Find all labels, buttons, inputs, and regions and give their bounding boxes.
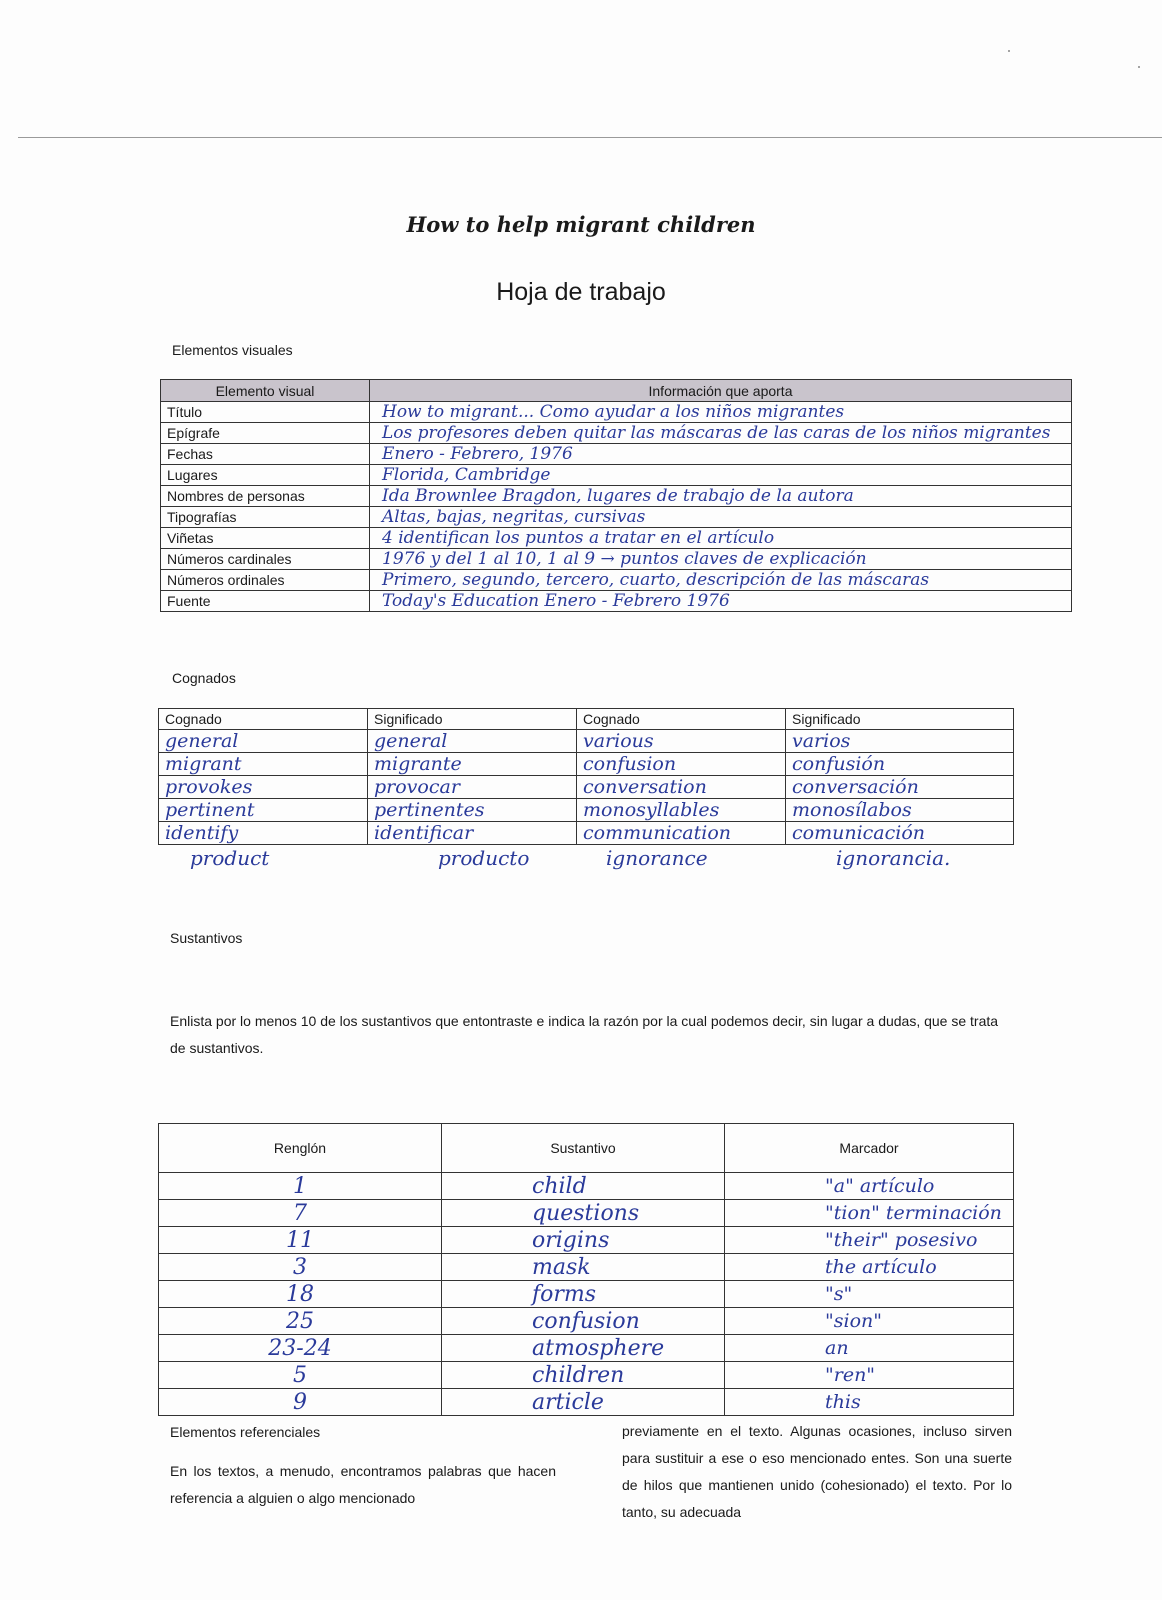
row-label: Viñetas: [161, 528, 370, 549]
document-title: How to help migrant children: [406, 212, 756, 237]
worksheet-title: Hoja de trabajo: [496, 278, 666, 306]
handwritten-cognate: migrant: [159, 753, 368, 776]
table-row: [159, 1173, 1014, 1200]
table-header: Renglón: [159, 1124, 442, 1173]
handwritten-marker: this: [725, 1389, 1014, 1416]
table-header: Información que aporta: [370, 380, 1072, 402]
handwritten-cognate: confusion: [577, 753, 786, 776]
handwritten-noun: article: [442, 1389, 725, 1416]
handwritten-answer: 1976 y del 1 al 10, 1 al 9 → puntos claves de explicación: [370, 549, 1072, 570]
handwritten-meaning: monosílabos: [786, 799, 1014, 822]
handwritten-marker: the artículo: [725, 1254, 1014, 1281]
table-row: [161, 507, 1072, 528]
handwritten-cognate: conversation: [577, 776, 786, 799]
handwritten-extra-cognate: product: [190, 846, 270, 870]
table-row: [161, 486, 1072, 507]
scan-speck: [1138, 66, 1140, 68]
table-row: [161, 591, 1072, 612]
handwritten-line-number: 5: [159, 1362, 442, 1389]
table-row: [159, 730, 1014, 753]
handwritten-answer: Primero, segundo, tercero, cuarto, descripción de las máscaras: [370, 570, 1072, 591]
table-row: [159, 1254, 1014, 1281]
handwritten-meaning: identificar: [368, 822, 577, 845]
table-row: [161, 570, 1072, 591]
handwritten-answer: Altas, bajas, negritas, cursivas: [370, 507, 1072, 528]
row-label: Título: [161, 402, 370, 423]
handwritten-cognate: provokes: [159, 776, 368, 799]
table-row: [159, 1335, 1014, 1362]
handwritten-line-number: 18: [159, 1281, 442, 1308]
handwritten-line-number: 11: [159, 1227, 442, 1254]
table-header: Significado: [786, 709, 1014, 730]
handwritten-answer: Los profesores deben quitar las máscaras de las caras de los niños migrantes: [370, 423, 1072, 444]
handwritten-extra-cognate: ignorance: [606, 846, 708, 870]
table-row: [159, 1281, 1014, 1308]
handwritten-marker: "a" artículo: [725, 1173, 1014, 1200]
handwritten-cognate: various: [577, 730, 786, 753]
handwritten-noun: mask: [442, 1254, 725, 1281]
handwritten-extra-meaning: ignorancia.: [836, 846, 951, 870]
handwritten-line-number: 23-24: [159, 1335, 442, 1362]
table-row: [159, 776, 1014, 799]
handwritten-marker: "their" posesivo: [725, 1227, 1014, 1254]
section-label-nouns: Sustantivos: [170, 930, 243, 946]
handwritten-noun: origins: [442, 1227, 725, 1254]
table-row: [159, 1308, 1014, 1335]
table-row: [159, 822, 1014, 845]
referential-text-right: previamente en el texto. Algunas ocasiones, incluso sirven para sustituir a ese o eso mencionado entes. Son una suerte de hilos que mantienen unido (cohesionado) el texto. Por lo tanto, su adecuada: [622, 1423, 1012, 1520]
handwritten-answer: How to migrant... Como ayudar a los niños migrantes: [370, 402, 1072, 423]
handwritten-noun: child: [442, 1173, 725, 1200]
table-row: [159, 753, 1014, 776]
handwritten-answer: Today's Education Enero - Febrero 1976: [370, 591, 1072, 612]
handwritten-noun: forms: [442, 1281, 725, 1308]
handwritten-noun: questions: [442, 1200, 725, 1227]
scan-speck: [1008, 50, 1010, 52]
table-header: Elemento visual: [161, 380, 370, 402]
handwritten-cognate: monosyllables: [577, 799, 786, 822]
section-label-referential: Elementos referenciales: [170, 1424, 321, 1440]
handwritten-noun: children: [442, 1362, 725, 1389]
table-row: [159, 1389, 1014, 1416]
handwritten-cognate: pertinent: [159, 799, 368, 822]
handwritten-noun: atmosphere: [442, 1335, 725, 1362]
handwritten-extra-meaning: producto: [438, 846, 530, 870]
table-row: [161, 528, 1072, 549]
table-row: [159, 1227, 1014, 1254]
handwritten-line-number: 9: [159, 1389, 442, 1416]
table-row: [161, 465, 1072, 486]
cognates-table: [158, 708, 1014, 845]
handwritten-marker: "ren": [725, 1362, 1014, 1389]
handwritten-line-number: 25: [159, 1308, 442, 1335]
handwritten-meaning: varios: [786, 730, 1014, 753]
table-header-row: [159, 709, 1014, 730]
table-row: [161, 423, 1072, 444]
table-header: Cognado: [159, 709, 368, 730]
table-header: Cognado: [577, 709, 786, 730]
handwritten-line-number: 7: [159, 1200, 442, 1227]
handwritten-answer: Enero - Febrero, 1976: [370, 444, 1072, 465]
handwritten-noun: confusion: [442, 1308, 725, 1335]
row-label: Tipografías: [161, 507, 370, 528]
handwritten-answer: Ida Brownlee Bragdon, lugares de trabajo de la autora: [370, 486, 1072, 507]
handwritten-meaning: comunicación: [786, 822, 1014, 845]
visual-elements-table: [160, 379, 1072, 612]
handwritten-cognate: communication: [577, 822, 786, 845]
handwritten-meaning: migrante: [368, 753, 577, 776]
handwritten-cognate: general: [159, 730, 368, 753]
row-label: Números ordinales: [161, 570, 370, 591]
handwritten-marker: "tion" terminación: [725, 1200, 1014, 1227]
table-header: Significado: [368, 709, 577, 730]
row-label: Fechas: [161, 444, 370, 465]
handwritten-marker: an: [725, 1335, 1014, 1362]
handwritten-marker: "sion": [725, 1308, 1014, 1335]
table-row: [159, 1200, 1014, 1227]
nouns-instruction: Enlista por lo menos 10 de los sustantivos que entontraste e indica la razón por la cual podemos decir, sin lugar a dudas, que se trata de sustantivos.: [170, 1013, 999, 1056]
handwritten-marker: "s": [725, 1281, 1014, 1308]
handwritten-line-number: 1: [159, 1173, 442, 1200]
table-row: [159, 1362, 1014, 1389]
table-row: [161, 402, 1072, 423]
row-label: Lugares: [161, 465, 370, 486]
handwritten-line-number: 3: [159, 1254, 442, 1281]
handwritten-answer: Florida, Cambridge: [370, 465, 1072, 486]
row-label: Números cardinales: [161, 549, 370, 570]
table-header: Sustantivo: [442, 1124, 725, 1173]
row-label: Epígrafe: [161, 423, 370, 444]
table-row: [159, 799, 1014, 822]
handwritten-answer: 4 identifican los puntos a tratar en el artículo: [370, 528, 1072, 549]
nouns-table: [158, 1123, 1014, 1416]
table-row: [161, 444, 1072, 465]
handwritten-meaning: general: [368, 730, 577, 753]
handwritten-meaning: confusión: [786, 753, 1014, 776]
handwritten-meaning: pertinentes: [368, 799, 577, 822]
handwritten-meaning: provocar: [368, 776, 577, 799]
section-label-visual: Elementos visuales: [172, 342, 293, 358]
table-header: Marcador: [725, 1124, 1014, 1173]
handwritten-cognate: identify: [159, 822, 368, 845]
table-row: [161, 549, 1072, 570]
handwritten-meaning: conversación: [786, 776, 1014, 799]
row-label: Nombres de personas: [161, 486, 370, 507]
section-label-cognates: Cognados: [172, 670, 236, 686]
referential-text-left: En los textos, a menudo, encontramos palabras que hacen referencia a alguien o algo mencionado: [170, 1463, 556, 1506]
row-label: Fuente: [161, 591, 370, 612]
scan-edge-line: [18, 137, 1162, 138]
